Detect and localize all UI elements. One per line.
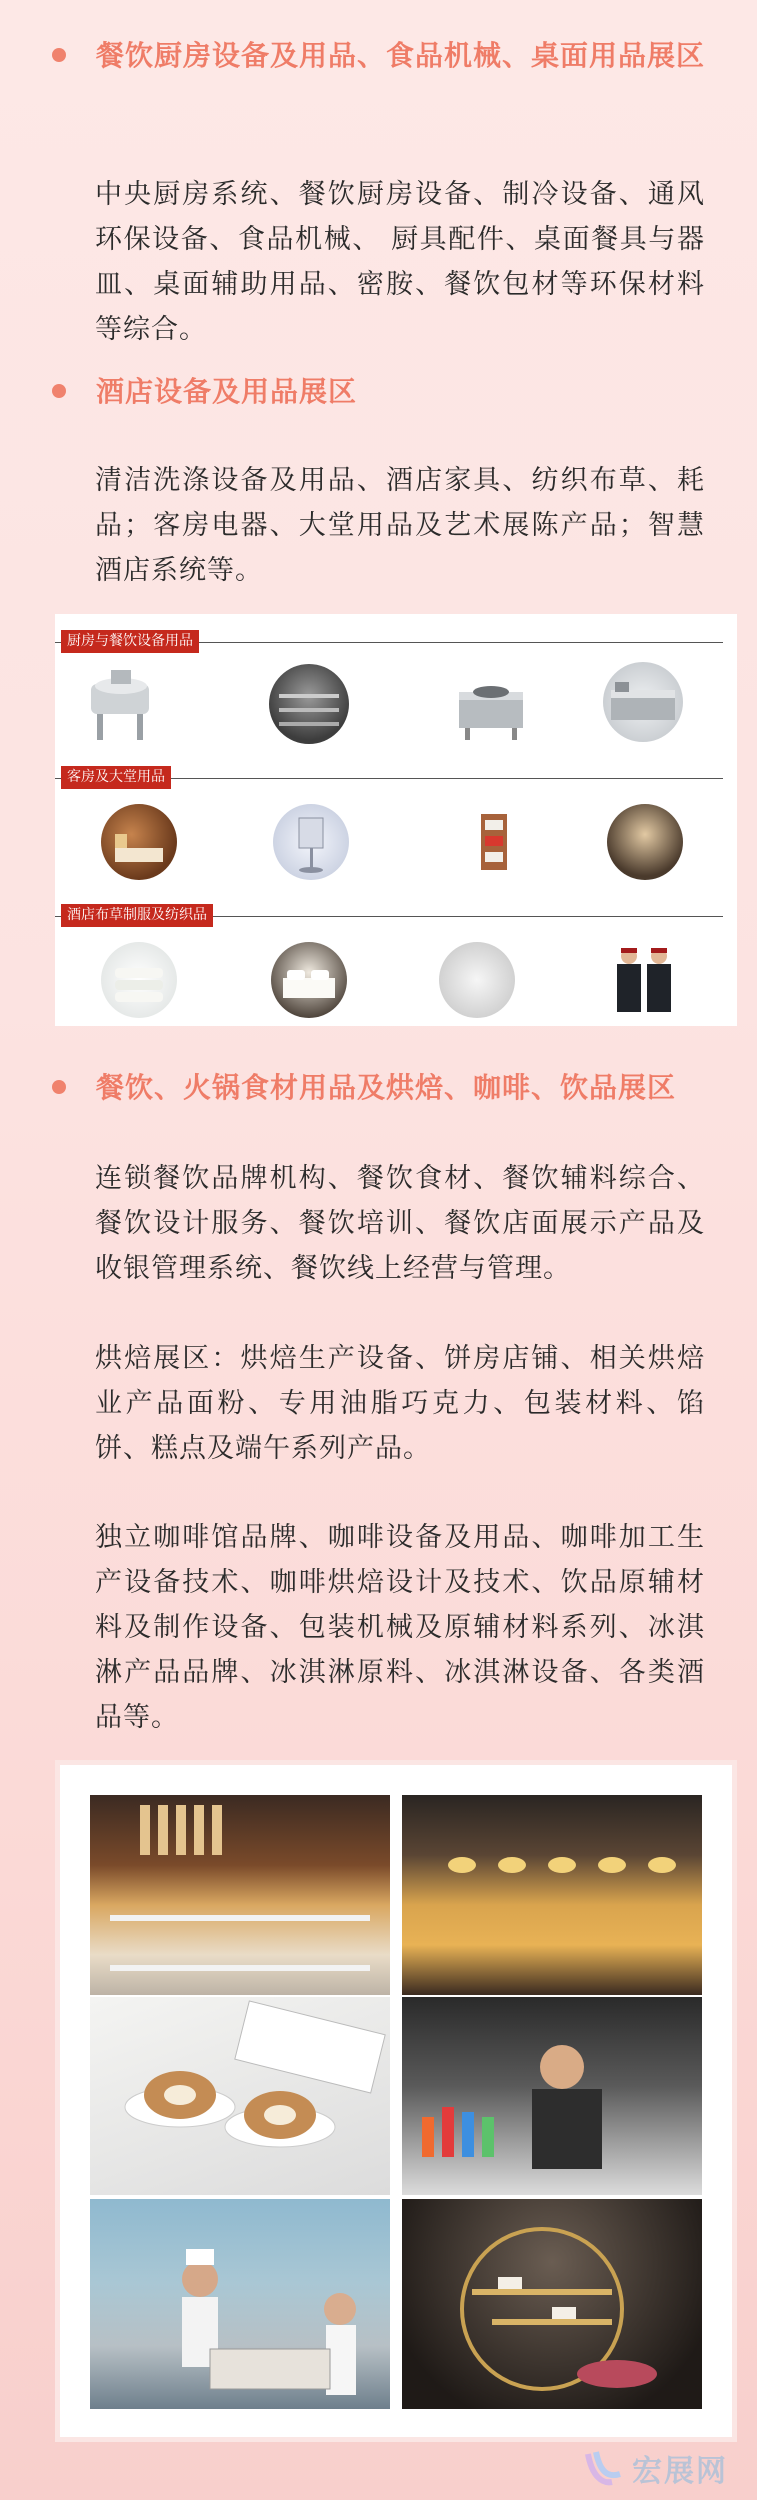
paragraph-chain-brands: 连锁餐饮品牌机构、餐饮食材、餐饮辅料综合、餐饮设计服务、餐饮培训、餐饮店面展示产品及收银管理系统、餐饮线上经营与管理。	[95, 1163, 705, 1284]
section-heading-kitchen	[52, 34, 736, 78]
site-watermark	[582, 2446, 728, 2490]
photo-collage	[55, 1760, 737, 2442]
lobby-sign-stand-image	[273, 804, 349, 880]
band-label: 厨房与餐饮设备用品	[61, 630, 199, 653]
pastry-counter-photo	[402, 1795, 702, 1995]
towels-image	[101, 942, 177, 1018]
paragraph-bakery: 烘焙展区：烘焙生产设备、饼房店铺、相关烘焙业产品面粉、专用油脂巧克力、包装材料、馅饼、糕点及端午系列产品。	[95, 1343, 705, 1464]
hotel-room-image	[101, 804, 177, 880]
bed-linen-image	[271, 942, 347, 1018]
bakery-display-photo	[90, 1795, 390, 1995]
lobby-lamp-image	[607, 804, 683, 880]
watermark-text: 宏展网	[632, 2454, 728, 2489]
section-heading-hotel	[52, 370, 736, 414]
luggage-rack-image	[459, 804, 529, 880]
staff-uniforms-image	[603, 938, 685, 1022]
product-panel	[55, 614, 737, 1026]
ice-cream-chefs-photo	[90, 2199, 390, 2409]
wok-stove-image	[451, 664, 531, 744]
paragraph-kitchen: 中央厨房系统、餐饮厨房设备、制冷设备、通风环保设备、食品机械、 厨具配件、桌面餐具与器皿、桌面辅助用品、密胺、餐饮包材等环保材料等综合。	[95, 179, 705, 345]
bullet-dot	[52, 48, 66, 62]
heading-text: 餐饮、火锅食材用品及烘焙、咖啡、饮品展区	[96, 1071, 677, 1104]
latte-art-cups-photo	[90, 1997, 390, 2195]
heading-text: 餐饮厨房设备及用品、食品机械、桌面用品展区	[96, 39, 706, 72]
paragraph-hotel: 清洁洗涤设备及用品、酒店家具、纺织布草、耗品；客房电器、大堂用品及艺术展陈产品；智慧酒店系统等。	[95, 465, 705, 586]
bartender-drinks-photo	[402, 1997, 702, 2195]
section-heading-food-bakery	[52, 1066, 736, 1110]
watermark-logo-icon	[582, 2446, 626, 2490]
double-burner-stove-image	[603, 662, 683, 742]
dessert-stand-photo	[402, 2199, 702, 2409]
band-label: 客房及大堂用品	[61, 766, 171, 789]
cooking-machine-image	[81, 664, 161, 744]
band-label: 酒店布草制服及纺织品	[61, 904, 213, 927]
white-towels-image	[439, 942, 515, 1018]
heading-text: 酒店设备及用品展区	[96, 375, 358, 408]
bullet-dot	[52, 1080, 66, 1094]
kitchen-interior-image	[269, 664, 349, 744]
paragraph-coffee: 独立咖啡馆品牌、咖啡设备及用品、咖啡加工生产设备技术、咖啡烘焙设计及技术、饮品原辅材料及制作设备、包装机械及原辅材料系列、冰淇淋产品品牌、冰淇淋原料、冰淇淋设备、各类酒品等。	[95, 1522, 705, 1733]
bullet-dot	[52, 384, 66, 398]
